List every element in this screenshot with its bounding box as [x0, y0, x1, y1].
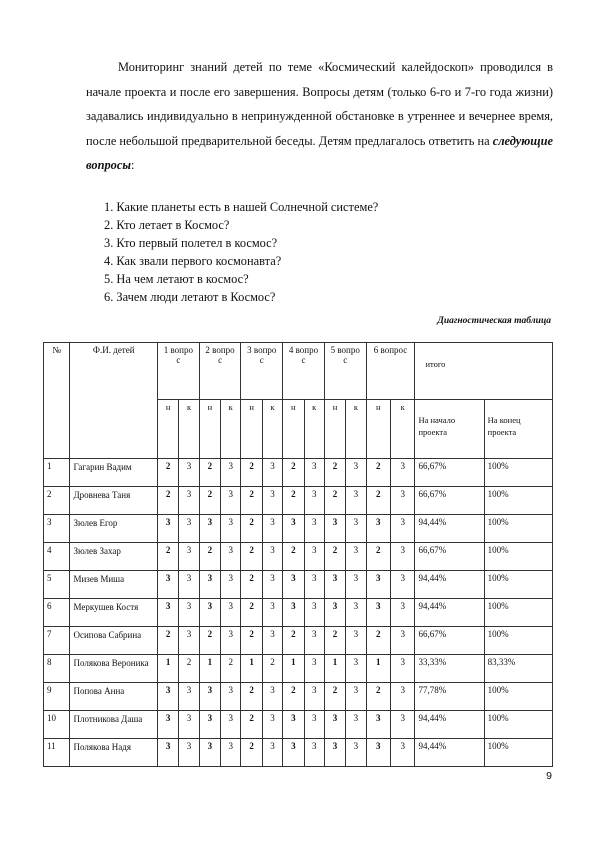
score-end: 3 — [262, 711, 282, 739]
score-start: 3 — [199, 683, 220, 711]
child-name: Полякова Надя — [70, 739, 158, 767]
score-end: 3 — [179, 711, 199, 739]
score-end: 3 — [346, 515, 366, 543]
score-end: 3 — [391, 515, 415, 543]
row-number: 3 — [44, 515, 70, 543]
score-end: 2 — [262, 655, 282, 683]
score-end: 3 — [221, 571, 241, 599]
child-name: Плотникова Даша — [70, 711, 158, 739]
score-start: 2 — [324, 627, 345, 655]
score-end: 3 — [346, 571, 366, 599]
score-end: 3 — [179, 459, 199, 487]
score-end: 3 — [221, 683, 241, 711]
header-k: к — [346, 400, 366, 459]
score-end: 2 — [179, 655, 199, 683]
score-start: 3 — [324, 515, 345, 543]
header-name: Ф.И. детей — [70, 343, 158, 459]
score-end: 3 — [391, 627, 415, 655]
score-end: 3 — [179, 683, 199, 711]
score-end: 3 — [179, 627, 199, 655]
score-start: 3 — [324, 739, 345, 767]
table-row — [44, 543, 553, 571]
result-end: 100% — [484, 543, 552, 571]
question-item: 5. На чем летают в космос? — [104, 272, 249, 286]
score-end: 3 — [262, 739, 282, 767]
header-n: н — [157, 400, 178, 459]
score-start: 2 — [241, 683, 262, 711]
question-item: 4. Как звали первого космонавта? — [104, 254, 282, 268]
child-name: Гагарин Вадим — [70, 459, 158, 487]
header-n: н — [366, 400, 390, 459]
score-end: 3 — [262, 459, 282, 487]
table-row — [44, 655, 553, 683]
intro-emphasis: следующие вопросы — [86, 133, 553, 173]
score-start: 3 — [366, 739, 390, 767]
score-end: 3 — [391, 543, 415, 571]
header-k: к — [179, 400, 199, 459]
child-name: Осипова Сабрина — [70, 627, 158, 655]
score-start: 3 — [366, 599, 390, 627]
score-start: 2 — [366, 543, 390, 571]
header-k: к — [304, 400, 324, 459]
row-number: 5 — [44, 571, 70, 599]
score-start: 2 — [199, 487, 220, 515]
header-n: н — [199, 400, 220, 459]
result-end: 100% — [484, 739, 552, 767]
score-start: 2 — [157, 627, 178, 655]
score-end: 3 — [391, 571, 415, 599]
result-start: 66,67% — [415, 459, 484, 487]
score-start: 2 — [241, 543, 262, 571]
score-start: 3 — [324, 711, 345, 739]
header-end: На конец проекта — [484, 400, 552, 459]
result-end: 100% — [484, 683, 552, 711]
score-end: 3 — [179, 599, 199, 627]
score-start: 2 — [366, 627, 390, 655]
score-end: 3 — [304, 627, 324, 655]
score-end: 2 — [221, 655, 241, 683]
result-end: 100% — [484, 711, 552, 739]
table-row — [44, 571, 553, 599]
child-name: Попова Анна — [70, 683, 158, 711]
child-name: Мизев Миша — [70, 571, 158, 599]
score-end: 3 — [304, 655, 324, 683]
score-start: 2 — [366, 683, 390, 711]
header-k: к — [391, 400, 415, 459]
score-end: 3 — [179, 515, 199, 543]
score-start: 3 — [324, 571, 345, 599]
score-start: 2 — [283, 627, 304, 655]
result-end: 100% — [484, 599, 552, 627]
header-n: н — [241, 400, 262, 459]
score-end: 3 — [221, 543, 241, 571]
score-start: 2 — [241, 711, 262, 739]
header-n: н — [283, 400, 304, 459]
result-end: 83,33% — [484, 655, 552, 683]
score-end: 3 — [346, 711, 366, 739]
score-start: 2 — [241, 627, 262, 655]
score-start: 3 — [199, 711, 220, 739]
row-number: 2 — [44, 487, 70, 515]
score-end: 3 — [221, 515, 241, 543]
score-end: 3 — [391, 459, 415, 487]
score-end: 3 — [304, 515, 324, 543]
result-start: 66,67% — [415, 627, 484, 655]
score-start: 2 — [324, 459, 345, 487]
header-q4: 4 вопро с — [283, 343, 325, 400]
score-end: 3 — [221, 739, 241, 767]
result-end: 100% — [484, 627, 552, 655]
score-start: 2 — [199, 459, 220, 487]
result-start: 94,44% — [415, 515, 484, 543]
table-row — [44, 599, 553, 627]
score-start: 2 — [241, 571, 262, 599]
question-item: 3. Кто первый полетел в космос? — [104, 236, 278, 250]
score-start: 3 — [199, 599, 220, 627]
score-end: 3 — [346, 599, 366, 627]
intro-text: Мониторинг знаний детей по теме «Космический калейдоскоп» проводился в начале проекта и после его завершения. Вопросы детям (только 6-го и 7-го года жизни) задавались индивидуально в непринужденной обстановке в утреннее и вечернее время, после небольшой предварительной беседы. Детям предлагалось ответить на — [86, 60, 553, 148]
score-end: 3 — [391, 683, 415, 711]
header-k: к — [262, 400, 282, 459]
score-end: 3 — [391, 711, 415, 739]
score-start: 2 — [283, 683, 304, 711]
score-end: 3 — [179, 487, 199, 515]
intro-text-end: : — [130, 158, 135, 173]
header-q5: 5 вопро с — [324, 343, 366, 400]
child-name: Зюлев Егор — [70, 515, 158, 543]
score-end: 3 — [391, 739, 415, 767]
score-end: 3 — [304, 683, 324, 711]
score-start: 2 — [241, 459, 262, 487]
child-name: Меркушев Костя — [70, 599, 158, 627]
intro-paragraph — [86, 55, 553, 178]
child-name: Дровнева Таня — [70, 487, 158, 515]
score-end: 3 — [221, 711, 241, 739]
score-end: 3 — [346, 487, 366, 515]
score-start: 2 — [241, 487, 262, 515]
score-end: 3 — [262, 627, 282, 655]
table-row — [44, 711, 553, 739]
score-start: 2 — [366, 459, 390, 487]
header-total: итого — [415, 343, 553, 400]
score-start: 3 — [324, 599, 345, 627]
header-q1: 1 вопро с — [157, 343, 199, 400]
questions-list — [104, 198, 378, 306]
score-start: 2 — [157, 487, 178, 515]
score-start: 2 — [199, 627, 220, 655]
result-start: 94,44% — [415, 739, 484, 767]
score-end: 3 — [262, 515, 282, 543]
score-end: 3 — [346, 739, 366, 767]
score-end: 3 — [304, 599, 324, 627]
score-end: 3 — [391, 655, 415, 683]
score-start: 2 — [324, 683, 345, 711]
result-end: 100% — [484, 515, 552, 543]
row-number: 7 — [44, 627, 70, 655]
score-start: 3 — [366, 711, 390, 739]
score-end: 3 — [179, 543, 199, 571]
score-end: 3 — [179, 739, 199, 767]
score-start: 3 — [283, 515, 304, 543]
score-start: 3 — [283, 711, 304, 739]
result-end: 100% — [484, 571, 552, 599]
score-start: 3 — [283, 599, 304, 627]
score-start: 1 — [199, 655, 220, 683]
score-start: 3 — [366, 515, 390, 543]
row-number: 1 — [44, 459, 70, 487]
table-caption: Диагностическая таблица — [437, 316, 551, 326]
table-row — [44, 459, 553, 487]
score-start: 3 — [157, 599, 178, 627]
header-q2: 2 вопро с — [199, 343, 241, 400]
score-start: 2 — [366, 487, 390, 515]
score-start: 1 — [157, 655, 178, 683]
score-start: 2 — [241, 515, 262, 543]
score-start: 3 — [157, 711, 178, 739]
score-start: 2 — [241, 599, 262, 627]
score-start: 2 — [283, 543, 304, 571]
score-start: 2 — [241, 739, 262, 767]
score-end: 3 — [221, 459, 241, 487]
result-start: 94,44% — [415, 599, 484, 627]
table-row — [44, 515, 553, 543]
score-start: 2 — [283, 487, 304, 515]
score-end: 3 — [346, 459, 366, 487]
child-name: Полякова Вероника — [70, 655, 158, 683]
header-k: к — [221, 400, 241, 459]
score-end: 3 — [346, 627, 366, 655]
score-start: 3 — [199, 739, 220, 767]
header-num: № — [44, 343, 70, 459]
score-end: 3 — [346, 655, 366, 683]
result-start: 33,33% — [415, 655, 484, 683]
table-row — [44, 627, 553, 655]
result-end: 100% — [484, 487, 552, 515]
score-start: 1 — [366, 655, 390, 683]
score-start: 2 — [283, 459, 304, 487]
row-number: 6 — [44, 599, 70, 627]
score-start: 3 — [157, 571, 178, 599]
score-end: 3 — [262, 543, 282, 571]
score-end: 3 — [262, 487, 282, 515]
score-end: 3 — [221, 627, 241, 655]
child-name: Зюлев Захар — [70, 543, 158, 571]
score-end: 3 — [221, 487, 241, 515]
table-row — [44, 739, 553, 767]
header-q6: 6 вопрос — [366, 343, 415, 400]
row-number: 10 — [44, 711, 70, 739]
score-end: 3 — [346, 543, 366, 571]
table-body — [44, 459, 553, 767]
score-start: 3 — [283, 571, 304, 599]
result-start: 94,44% — [415, 571, 484, 599]
header-n: н — [324, 400, 345, 459]
question-item: 6. Зачем люди летают в Космос? — [104, 290, 276, 304]
score-end: 3 — [304, 739, 324, 767]
score-end: 3 — [262, 571, 282, 599]
score-end: 3 — [391, 599, 415, 627]
score-end: 3 — [304, 571, 324, 599]
header-start: На начало проекта — [415, 400, 484, 459]
score-start: 1 — [241, 655, 262, 683]
score-end: 3 — [304, 543, 324, 571]
score-start: 1 — [324, 655, 345, 683]
page-number: 9 — [546, 770, 552, 782]
result-start: 66,67% — [415, 543, 484, 571]
score-start: 3 — [199, 515, 220, 543]
table-row — [44, 683, 553, 711]
row-number: 4 — [44, 543, 70, 571]
score-start: 2 — [324, 543, 345, 571]
score-start: 2 — [157, 543, 178, 571]
result-start: 94,44% — [415, 711, 484, 739]
score-start: 1 — [283, 655, 304, 683]
score-end: 3 — [179, 571, 199, 599]
diagnostic-table — [43, 342, 553, 767]
row-number: 8 — [44, 655, 70, 683]
score-start: 3 — [283, 739, 304, 767]
question-item: 1. Какие планеты есть в нашей Солнечной системе? — [104, 200, 379, 214]
score-start: 2 — [199, 543, 220, 571]
row-number: 9 — [44, 683, 70, 711]
row-number: 11 — [44, 739, 70, 767]
score-start: 3 — [366, 571, 390, 599]
score-end: 3 — [221, 599, 241, 627]
result-start: 77,78% — [415, 683, 484, 711]
score-end: 3 — [391, 487, 415, 515]
score-start: 2 — [324, 487, 345, 515]
score-start: 2 — [157, 459, 178, 487]
score-start: 3 — [157, 515, 178, 543]
score-end: 3 — [262, 599, 282, 627]
score-end: 3 — [262, 683, 282, 711]
score-end: 3 — [304, 487, 324, 515]
score-start: 3 — [157, 683, 178, 711]
header-q3: 3 вопро с — [241, 343, 283, 400]
result-start: 66,67% — [415, 487, 484, 515]
score-start: 3 — [199, 571, 220, 599]
question-item: 2. Кто летает в Космос? — [104, 218, 230, 232]
score-end: 3 — [346, 683, 366, 711]
result-end: 100% — [484, 459, 552, 487]
score-start: 3 — [157, 739, 178, 767]
table-row — [44, 487, 553, 515]
score-end: 3 — [304, 459, 324, 487]
score-end: 3 — [304, 711, 324, 739]
